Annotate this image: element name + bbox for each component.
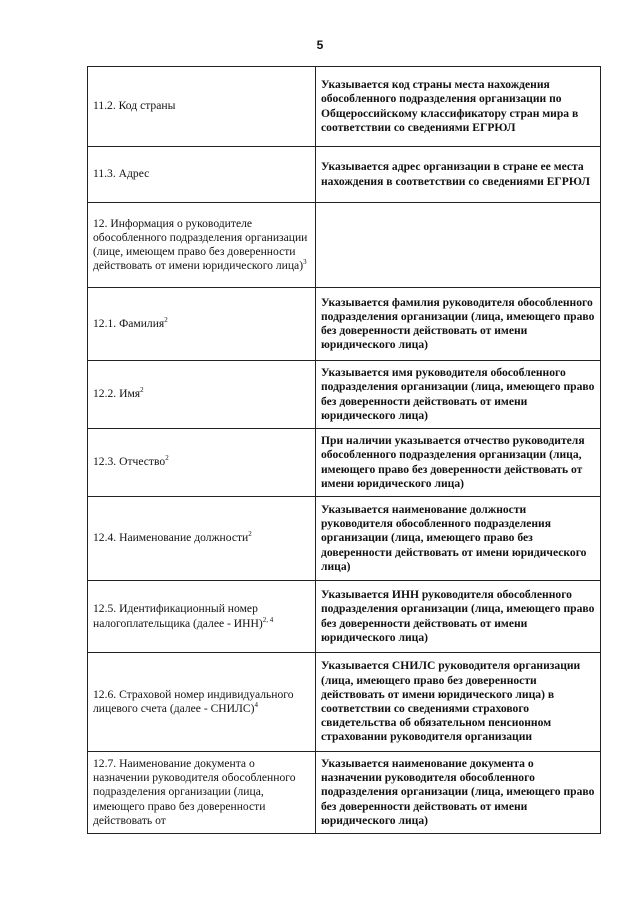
field-name: 11.3. Адрес [93,167,150,181]
field-name-cell [88,497,316,581]
field-name-cell [88,203,316,288]
table-row [88,288,601,361]
table-row [88,67,601,147]
field-description: Указывается имя руководителя обособленного подразделения организации (лица, имеющего право без доверенности действовать от имени юридического лица) [321,366,595,422]
field-description-cell [316,497,601,581]
field-name: 12.2. Имя [93,387,141,401]
footnote-ref: 2 [165,454,169,463]
field-description-cell [316,429,601,497]
page-number: 5 [316,38,324,52]
table-row [88,653,601,752]
table-row [88,203,601,288]
field-name-cell [88,67,316,147]
field-description-cell [316,203,601,288]
field-description-cell [316,361,601,429]
field-description-cell [316,653,601,752]
field-description: Указывается фамилия руководителя обособленного подразделения организации (лица, имеющего право без доверенности действовать от имени юридического лица) [321,295,595,352]
table-row [88,497,601,581]
field-name: 12.3. Отчество [93,455,166,469]
table-row [88,581,601,653]
field-name: 11.2. Код страны [93,99,176,113]
field-name: 12.5. Идентификационный номер налогоплательщика (далее - ИНН) [93,602,263,630]
field-description: Указывается код страны места нахождения обособленного подразделения организации по Общероссийскому классификатору стран мира в соответствии со сведениями ЕГРЮЛ [321,78,579,134]
table-row [88,147,601,203]
field-name: 12.6. Страховой номер индивидуального лицевого счета (далее - СНИЛС) [93,687,294,715]
table-row [88,361,601,429]
field-name: 12.7. Наименование документа о назначении руководителя обособленного подразделения организации (лица, имеющего право без доверенности действовать от [93,756,296,827]
requirements-table [87,66,601,834]
footnote-ref: 2, 4 [262,615,274,624]
table-row [88,429,601,497]
field-name-cell [88,581,316,653]
field-name: 12. Информация о руководителе обособленного подразделения организации (лице, имеющем право без доверенности действовать от имени юридического лица) [93,216,308,273]
footnote-ref: 3 [303,258,307,267]
field-description: Указывается ИНН руководителя обособленного подразделения организации (лица, имеющего право без доверенности действовать от имени юридического лица) [321,588,595,644]
field-description: Указывается адрес организации в стране ее места нахождения в соответствии со сведениями ЕГРЮЛ [321,160,590,188]
field-name: 12.4. Наименование должности [93,531,249,545]
field-description-cell [316,67,601,147]
field-name-cell [88,429,316,497]
field-name-cell [88,288,316,361]
field-name-cell [88,752,316,834]
field-description-cell [316,288,601,361]
field-name-cell [88,361,316,429]
field-description: Указывается СНИЛС руководителя организации (лица, имеющего право без доверенности действовать от имени юридического лица) в соответствии со сведениями страхового свидетельства об обязательном пенсионном страховании руководителя организации [321,659,581,744]
table-row [88,752,601,834]
field-description-cell [316,752,601,834]
field-description: При наличии указывается отчество руководителя обособленного подразделения организации (лица, имеющего право без доверенности действовать от имени юридического лица) [321,434,585,490]
footnote-ref: 4 [254,701,259,710]
footnote-ref: 2 [140,386,144,395]
footnote-ref: 2 [164,316,168,325]
field-description: Указывается наименование документа о назначении руководителя обособленного подразделения организации (лица, имеющего право без доверенности действовать от имени юридического лица) [321,756,595,827]
field-name-cell [88,653,316,752]
field-description-cell [316,147,601,203]
field-description-cell [316,581,601,653]
footnote-ref: 2 [248,530,252,539]
field-name-cell [88,147,316,203]
field-description: Указывается наименование должности руководителя обособленного подразделения организации (лица, имеющего право без доверенности действовать от имени юридического лица) [321,502,587,573]
field-name: 12.1. Фамилия [93,316,165,330]
